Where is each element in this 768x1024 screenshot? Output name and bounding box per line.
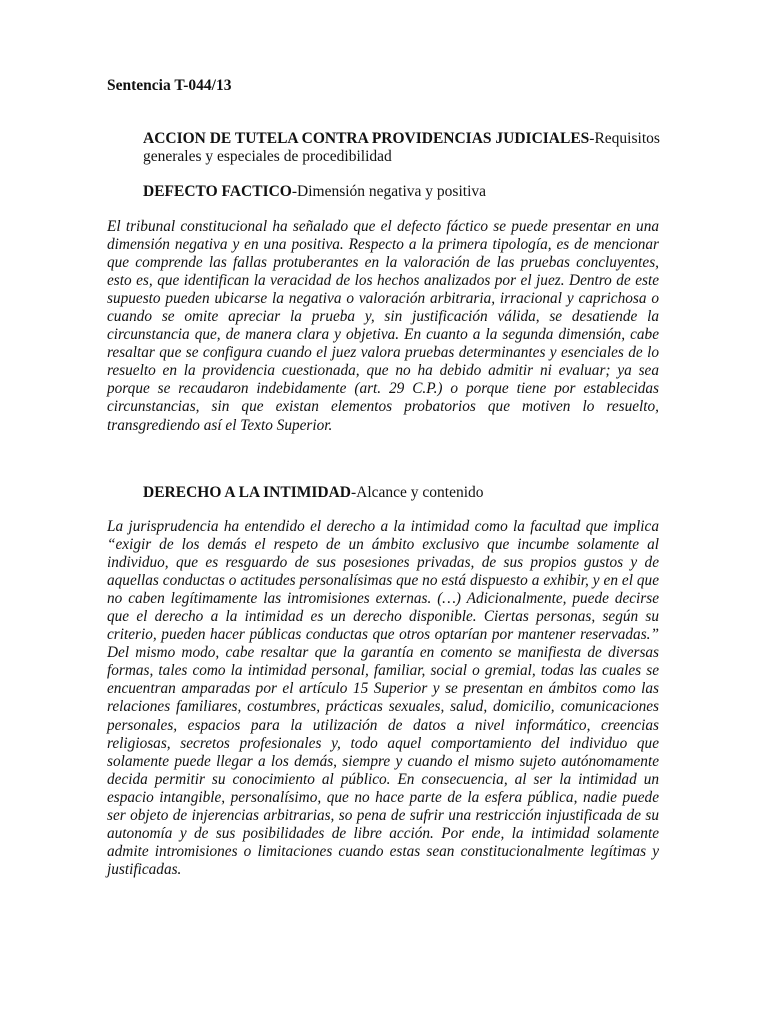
document-title: Sentencia T-044/13 — [107, 77, 232, 94]
paragraph-intimidad: La jurisprudencia ha entendido el derecho a la intimidad como la facultad que implica “exigir de los demás el respeto de un ámbito exclusivo que incumbe solamente al individuo, que es resguardo de sus posesiones privadas, de sus propios gustos y de aquellas conductas o actitudes personalísimas que no está dispuesto a exhibir, y en el que no caben legítimamente las intromisiones externas. (…) Adicionalmente, puede decirse que el derecho a la intimidad es un derecho disponible. Ciertas personas, según su criterio, pueden hacer públicas conductas que otros optarían por mantener reservadas.” Del mismo modo, cabe resaltar que la garantía en comento se manifiesta de diversas formas, tales como la intimidad personal, familiar, social o gremial, todas las cuales se encuentran amparadas por el artículo 15 Superior y se presentan en ámbitos como las relaciones familiares, costumbres, prácticas sexuales, salud, domicilio, comunicaciones personales, espacios para la utilización de datos a nivel informático, creencias religiosas, secretos profesionales y, todo aquel comportamiento del individuo que solamente puede llegar a los demás, siempre y cuando el mismo sujeto autónomamente decida permitir su conocimiento al público. En consecuencia, al ser la intimidad un espacio intangible, personalísimo, que no hace parte de la esfera pública, nadie puede ser objeto de injerencias arbitrarias, so pena de sufrir una restricción injustificada de su autonomía y de sus posibilidades de libre acción. Por ende, la intimidad solamente admite intromisiones o limitaciones cuando estas sean constitucionalmente legítimas y justificadas. — [107, 518, 659, 878]
section-heading-intimidad — [143, 484, 668, 502]
heading-bold-text: DERECHO A LA INTIMIDAD — [143, 484, 351, 501]
heading-rest-text: -Dimensión negativa y positiva — [291, 183, 487, 200]
paragraph-defecto-factico: El tribunal constitucional ha señalado que el defecto fáctico se puede presentar en una dimensión negativa y en una positiva. Respecto a la primera tipología, es de mencionar que comprende las fallas protuberantes en la valoración de las pruebas concluyentes, esto es, que identifican la veracidad de los hechos analizados por el juez. Dentro de este supuesto pueden ubicarse la negativa o valoración arbitraria, irracional y caprichosa o cuando se omite apreciar la prueba y, sin justificación válida, se desatiende la circunstancia que, de manera clara y objetiva. En cuanto a la segunda dimensión, cabe resaltar que se configura cuando el juez valora pruebas determinantes y esenciales de lo resuelto en la providencia cuestionada, que no ha debido admitir ni evaluar; ya sea porque se recaudaron indebidamente (art. 29 C.P.) o porque tiene por establecidas circunstancias, sin que existan elementos probatorios que motiven lo resuelto, transgrediendo así el Texto Superior. — [107, 218, 659, 434]
section-heading-tutela — [143, 130, 668, 166]
heading-rest-text: -Alcance y contenido — [351, 484, 484, 501]
heading-bold-text: ACCION DE TUTELA CONTRA PROVIDENCIAS JUDICIALES — [143, 130, 590, 147]
heading-bold-text: DEFECTO FACTICO — [143, 183, 292, 200]
section-heading-defecto-factico — [143, 183, 668, 201]
heading-rest-text: -Requisitos generales y especiales de procedibilidad — [143, 130, 660, 165]
